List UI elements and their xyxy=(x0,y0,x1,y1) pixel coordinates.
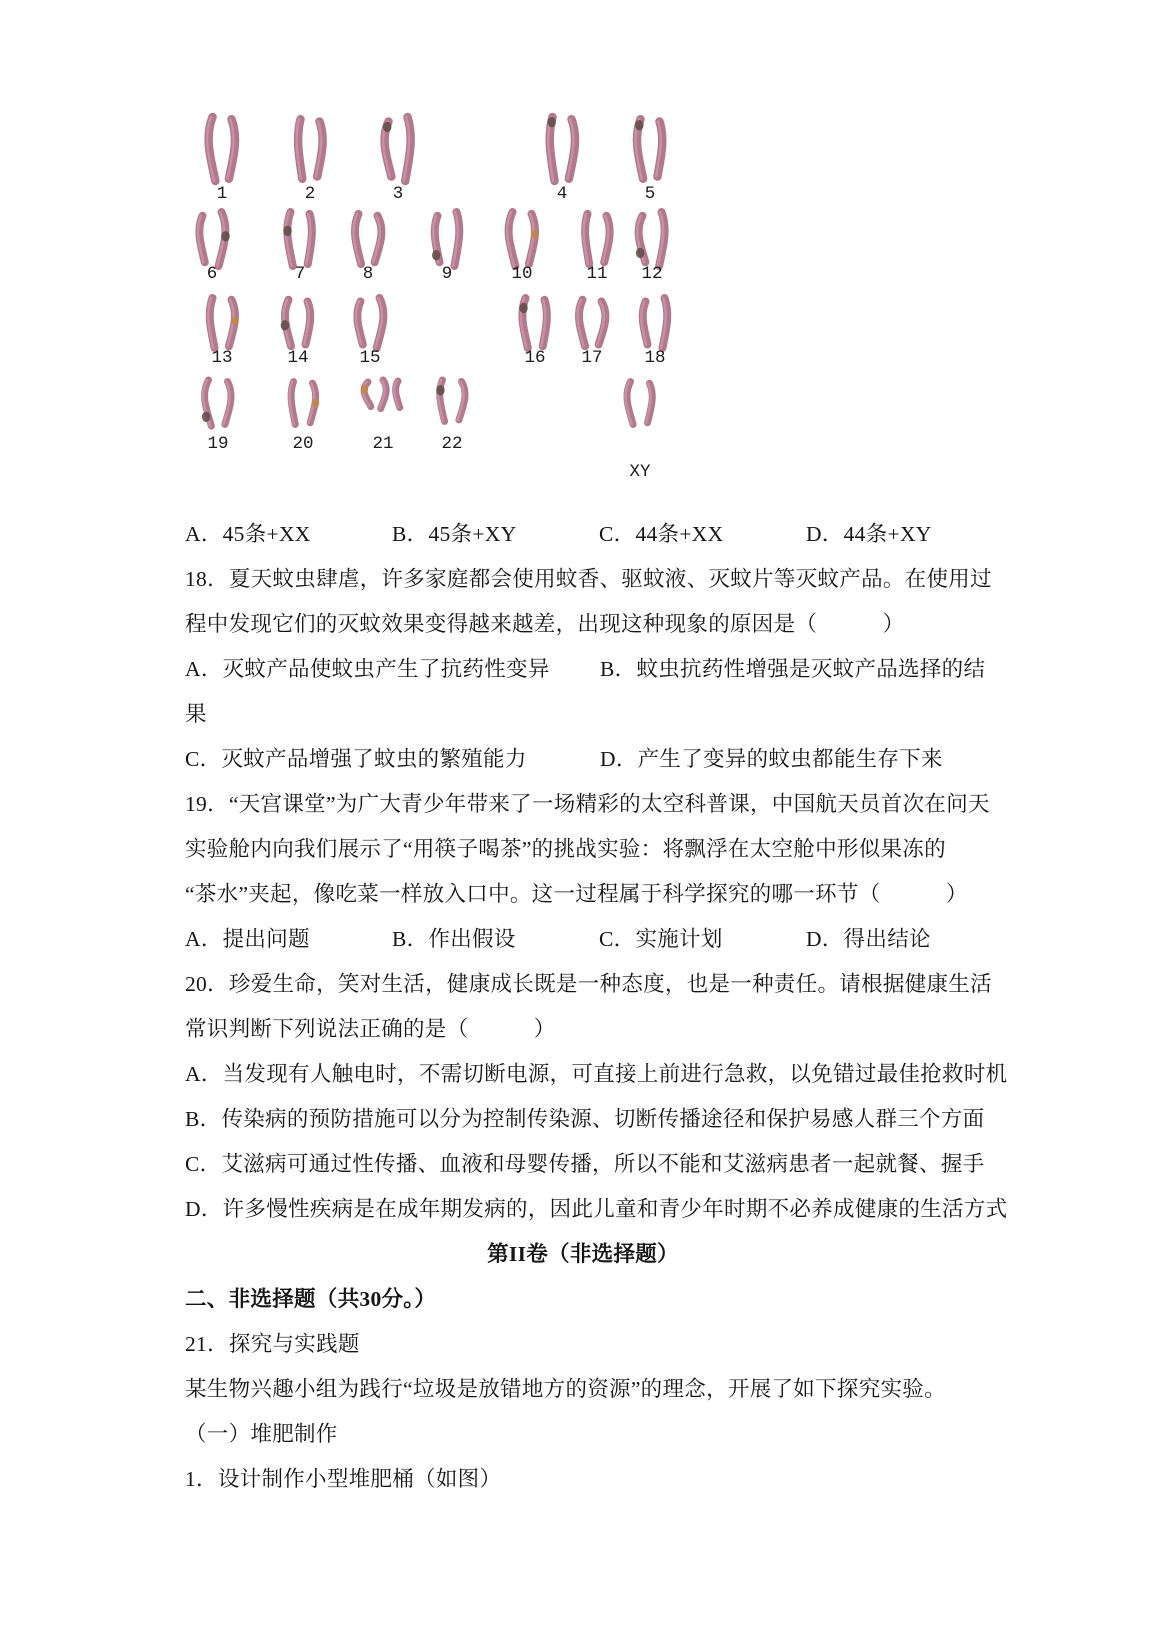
chromosome-group-2 xyxy=(297,119,323,204)
chromosome-band xyxy=(221,231,229,241)
q21-intro: 某生物兴趣小组为践行“垃圾是放错地方的资源”的理念，开展了如下探究实验。 xyxy=(185,1377,946,1401)
chromosome-band xyxy=(532,229,539,238)
chromosome-band xyxy=(312,399,319,408)
chromosome-label-12: 12 xyxy=(641,264,663,284)
chromosome-group-15 xyxy=(356,298,384,368)
chromosome-band xyxy=(548,117,556,127)
q19-option-a: A．提出问题 xyxy=(185,927,310,951)
q20-option-d: D．许多慢性疾病是在成年期发病的，因此儿童和青少年时期不必养成健康的生活方式 xyxy=(185,1197,1008,1221)
chromosome-label-16: 16 xyxy=(524,348,546,368)
q20-option-a: A．当发现有人触电时，不需切断电源，可直接上前进行急救，以免错过最佳抢救时机 xyxy=(185,1062,1008,1086)
chromosome-label-13: 13 xyxy=(211,348,233,368)
section-2-title: 二、非选择题（共30分。） xyxy=(185,1287,437,1311)
q18-option-c: C．灭蚊产品增强了蚊虫的繁殖能力 xyxy=(185,747,527,771)
q17-option-b: B．45条+XY xyxy=(392,522,517,546)
chromosome-group-4 xyxy=(548,117,575,204)
q19-stem-line-1: 19．“天宫课堂”为广大青少年带来了一场精彩的太空科普课，中国航天员首次在问天 xyxy=(185,792,990,816)
chromosome-group-1 xyxy=(207,117,235,204)
chromosome-group-7 xyxy=(286,212,312,284)
q21-part-1-heading: （一）堆肥制作 xyxy=(185,1422,338,1446)
chromosome-group-XY xyxy=(625,382,652,482)
chromosome-label-22: 22 xyxy=(441,434,463,454)
q21-step-1: 1．设计制作小型堆肥桶（如图） xyxy=(185,1467,502,1491)
chromosome-group-8 xyxy=(353,214,381,284)
chromosome-label-14: 14 xyxy=(287,348,309,368)
q19-options-row xyxy=(185,917,981,962)
chromosome-group-9 xyxy=(433,212,459,284)
chromosome-band xyxy=(383,122,391,132)
chromosome-band xyxy=(232,316,239,325)
q19-stem-line-3: “茶水”夹起，像吃菜一样放入口中。这一过程属于科学探究的哪一环节（ ） xyxy=(185,882,968,906)
q19-stem-line-2: 实验舱内向我们展示了“用筷子喝茶”的挑战实验：将飘浮在太空舱中形似果冻的 xyxy=(185,837,946,861)
chromosome-group-14 xyxy=(283,300,310,368)
q19-option-c: C．实施计划 xyxy=(599,927,723,951)
chromosome-group-13 xyxy=(208,298,235,368)
q21-title: 21．探究与实践题 xyxy=(185,1332,360,1356)
q19-option-d: D．得出结论 xyxy=(806,927,931,951)
q18-option-b-wrap: 果 xyxy=(185,702,207,726)
chromosome-label-21: 21 xyxy=(372,434,394,454)
chromosome-band xyxy=(281,320,289,330)
chromosome-label-17: 17 xyxy=(581,348,603,368)
karyotype-figure xyxy=(180,108,700,493)
chromosome-band xyxy=(432,250,440,260)
q17-options-row xyxy=(185,512,981,557)
q19-option-b: B．作出假设 xyxy=(392,927,516,951)
chromosome-label-3: 3 xyxy=(392,184,404,204)
chromosome-group-21 xyxy=(363,380,400,454)
chromosome-band xyxy=(202,412,210,422)
chromosome-label-7: 7 xyxy=(294,264,306,284)
chromosome-label-18: 18 xyxy=(644,348,666,368)
q18-stem-line-2: 程中发现它们的灭蚊效果变得越来越差，出现这种现象的原因是（ ） xyxy=(185,612,905,636)
q20-stem-line-1: 20．珍爱生命，笑对生活，健康成长既是一种态度，也是一种责任。请根据健康生活 xyxy=(185,972,992,996)
chromosome-label-2: 2 xyxy=(304,184,316,204)
chromosome-group-11 xyxy=(584,214,610,284)
chromosome-group-6 xyxy=(198,212,226,284)
chromosome-label-8: 8 xyxy=(362,264,374,284)
chromosome-label-19: 19 xyxy=(207,434,229,454)
chromosome-group-20 xyxy=(290,382,316,454)
chromosome-label-4: 4 xyxy=(556,184,568,204)
q17-option-d: D．44条+XY xyxy=(806,522,932,546)
section-2-header: 第II卷（非选择题） xyxy=(487,1242,679,1266)
exam-text-body xyxy=(185,512,1008,1502)
chromosome-label-9: 9 xyxy=(441,264,453,284)
chromosome-label-20: 20 xyxy=(292,434,314,454)
chromosome-label-15: 15 xyxy=(359,348,381,368)
q17-option-c: C．44条+XX xyxy=(599,522,724,546)
chromosome-group-17 xyxy=(577,300,605,368)
chromosome-band xyxy=(635,120,643,130)
chromosome-label-11: 11 xyxy=(586,264,608,284)
chromosome-band xyxy=(436,385,444,395)
q18-option-b: B．蚊虫抗药性增强是灭蚊产品选择的结 xyxy=(600,657,986,681)
q18-options-row-ab xyxy=(185,647,986,692)
chromosome-band xyxy=(361,385,368,394)
chromosome-group-18 xyxy=(641,298,667,368)
chromosome-group-10 xyxy=(507,212,535,284)
chromosome-label-5: 5 xyxy=(644,184,656,204)
chromosome-band xyxy=(636,248,644,258)
q20-stem-line-2: 常识判断下列说法正确的是（ ） xyxy=(185,1017,556,1041)
chromosome-band xyxy=(519,303,527,313)
q18-options-row-cd xyxy=(185,737,981,782)
q18-stem-line-1: 18．夏天蚊虫肆虐，许多家庭都会使用蚊香、驱蚊液、灭蚊片等灭蚊产品。在使用过 xyxy=(185,567,992,591)
chromosome-label-6: 6 xyxy=(206,264,218,284)
q17-option-a: A．45条+XX xyxy=(185,522,311,546)
chromosome-label-10: 10 xyxy=(511,264,533,284)
chromosome-group-5 xyxy=(635,119,662,204)
q18-option-d: D．产生了变异的蚊虫都能生存下来 xyxy=(600,747,943,771)
chromosome-band xyxy=(283,226,291,236)
chromosome-label-1: 1 xyxy=(216,184,228,204)
q20-option-b: B．传染病的预防措施可以分为控制传染源、切断传播途径和保护易感人群三个方面 xyxy=(185,1107,985,1131)
q18-option-a: A．灭蚊产品使蚊虫产生了抗药性变异 xyxy=(185,657,550,681)
q20-option-c: C．艾滋病可通过性传播、血液和母婴传播，所以不能和艾滋病患者一起就餐、握手 xyxy=(185,1152,985,1176)
chromosome-label-XY: XY xyxy=(629,462,651,482)
